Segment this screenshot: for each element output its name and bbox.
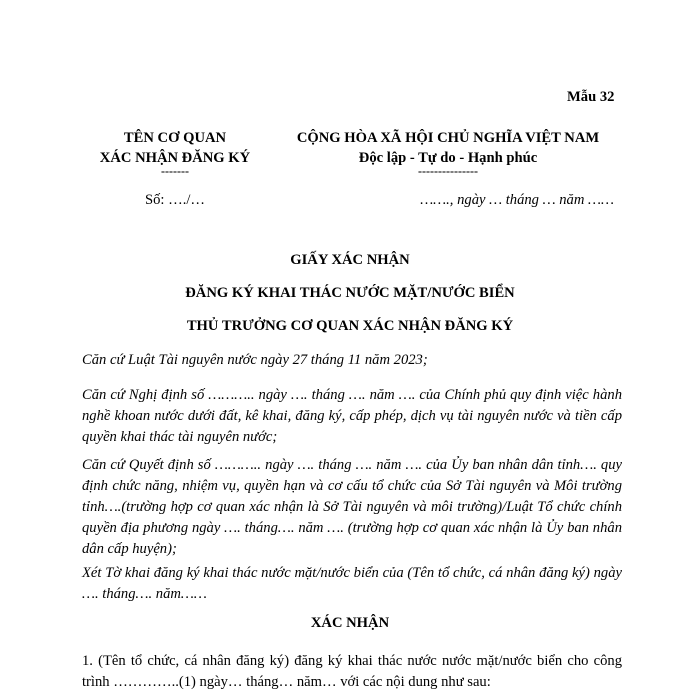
legal-basis-decree: Căn cứ Nghị định số ……….. ngày …. tháng …. năm …. của Chính phủ quy định việc hành nghề khoan nước dưới đất, kê khai, đăng ký, cấp phép, dịch vụ tài nguyên nước và tiền cấp quyền khai thác tài nguyên nước; [82, 387, 622, 445]
document-subtitle: ĐĂNG KÝ KHAI THÁC NƯỚC MẶT/NƯỚC BIỂN [185, 285, 515, 301]
republic-motto: Độc lập - Tự do - Hạnh phúc [358, 150, 538, 166]
confirm-item-1: 1. (Tên tổ chức, cá nhân đăng ký) đăng ký khai thác nước nước mặt/nước biển cho công trình …………..(1) ngày… tháng… năm… với các nội dung như sau: [82, 653, 622, 690]
legal-basis-decision: Căn cứ Quyết định số ……….. ngày …. tháng …. năm …. của Ủy ban nhân dân tỉnh…. quy định chức năng, nhiệm vụ, quyền hạn và cơ cấu tổ chức của Sở Tài nguyên và Môi trường tỉnh….(trường hợp cơ quan xác nhận là Sở Tài nguyên và môi trường)/Luật Tổ chức chính quyền địa phương ngày …. tháng…. năm …. (trường hợp cơ quan xác nhận là Ủy ban nhân dân cấp huyện); [82, 457, 622, 557]
republic-divider: --------------- [418, 164, 478, 178]
issue-date: ……., ngày … tháng … năm …… [420, 192, 614, 208]
agency-divider: ------- [161, 164, 189, 178]
form-code: Mẫu 32 [567, 89, 615, 105]
agency-subtitle: XÁC NHẬN ĐĂNG KÝ [99, 150, 251, 166]
agency-name: TÊN CƠ QUAN [123, 130, 227, 146]
authority-heading: THỦ TRƯỞNG CƠ QUAN XÁC NHẬN ĐĂNG KÝ [186, 318, 514, 334]
republic-name: CỘNG HÒA XÃ HỘI CHỦ NGHĨA VIỆT NAM [296, 130, 600, 146]
consideration-clause: Xét Tờ khai đăng ký khai thác nước mặt/nước biển của (Tên tổ chức, cá nhân đăng ký) ngày …. tháng…. năm…… [82, 565, 622, 602]
legal-basis-law: Căn cứ Luật Tài nguyên nước ngày 27 tháng 11 năm 2023; [82, 352, 428, 368]
confirm-heading: XÁC NHẬN [310, 615, 390, 631]
document-number: Số: …./… [144, 192, 205, 208]
document-title: GIẤY XÁC NHẬN [290, 252, 410, 268]
